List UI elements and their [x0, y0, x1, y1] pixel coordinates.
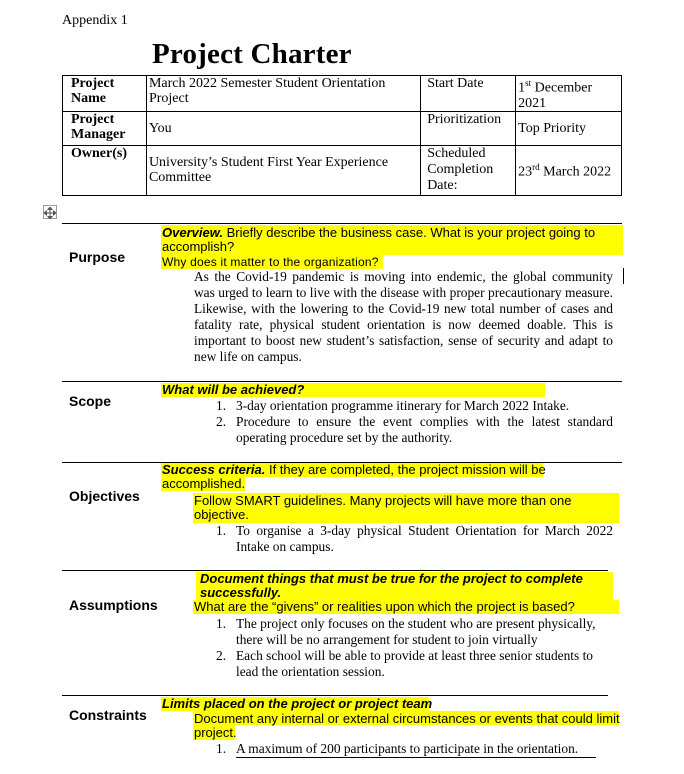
- purpose-overview-line: [162, 226, 595, 240]
- section-rule: [62, 223, 622, 224]
- project-manager-label: Project Manager: [63, 111, 147, 145]
- objectives-heading-line2: accomplished.: [162, 476, 246, 491]
- objective-item: [216, 523, 613, 555]
- page-title: Project Charter: [152, 38, 352, 70]
- purpose-why: Why does it matter to the organization?: [162, 255, 379, 269]
- assumptions-heading-line2: successfully.: [200, 585, 282, 600]
- table-move-handle[interactable]: [43, 205, 57, 219]
- item-number: 1.: [216, 741, 227, 756]
- success-criteria-bold: Success criteria.: [162, 462, 266, 477]
- item-number: 2.: [216, 648, 227, 663]
- objectives-heading-text: If they are completed, the project mission will be: [265, 462, 546, 477]
- move-arrows-icon: [44, 207, 56, 219]
- assumption-item: [216, 616, 613, 648]
- objectives-label: Objectives: [69, 488, 140, 504]
- start-date-label: Start Date: [421, 76, 516, 112]
- objectives-smart: Follow SMART guidelines. Many projects will have more than one: [194, 493, 572, 508]
- prioritization-value: Top Priority: [516, 111, 622, 145]
- completion-suffix: rd: [532, 162, 540, 173]
- assumption-item: [216, 648, 613, 680]
- item-text: Procedure to ensure the event complies with the latest standard operating procedure set by the authority.: [236, 414, 613, 445]
- charter-header-table: [62, 75, 622, 196]
- start-date-rest: December 2021: [518, 80, 593, 111]
- start-date-value: [516, 76, 622, 112]
- project-name-label: Project Name: [63, 76, 147, 112]
- objectives-smart-line2: objective.: [194, 507, 249, 522]
- owners-value: University’s Student First Year Experience Committee: [146, 145, 420, 195]
- item-text: The project only focuses on the student who are present physically, there will be no arrangement for student to join virtually: [236, 616, 596, 647]
- constraint-item: [216, 741, 613, 757]
- objectives-heading: [162, 463, 546, 477]
- assumptions-label: Assumptions: [69, 597, 158, 613]
- overview-bold: Overview.: [162, 225, 223, 240]
- owners-label: Owner(s): [63, 145, 147, 195]
- scope-heading: What will be achieved?: [162, 382, 305, 397]
- scope-label: Scope: [69, 393, 112, 409]
- completion-day: 23: [518, 164, 533, 180]
- item-text: A maximum of 200 participants to participate in the orientation.: [236, 741, 579, 756]
- start-date-suffix: st: [525, 78, 532, 88]
- item-number: 1.: [216, 398, 227, 413]
- assumptions-heading: Document things that must be true for the project to complete: [200, 571, 583, 586]
- text-cursor: [623, 268, 624, 284]
- appendix-label: Appendix 1: [62, 13, 128, 28]
- overview-text: Briefly describe the business case. What is your project going to: [222, 225, 596, 240]
- item-number: 1.: [216, 523, 227, 538]
- prioritization-label: Prioritization: [421, 111, 516, 145]
- constraints-label: Constraints: [69, 707, 147, 723]
- purpose-overview-line2: accomplish?: [162, 239, 235, 254]
- constraints-underline: [236, 757, 596, 758]
- constraints-doc-line2: project.: [194, 725, 237, 740]
- item-text: 3-day orientation programme itinerary for March 2022 Intake.: [236, 398, 570, 413]
- item-text: Each school will be able to provide at least three senior students to lead the orientation session.: [236, 648, 593, 679]
- constraints-doc: Document any internal or external circumstances or events that could limit: [194, 711, 620, 726]
- scope-item: [216, 414, 613, 446]
- item-number: 2.: [216, 414, 227, 429]
- item-text: To organise a 3-day physical Student Orientation for March 2022 Intake on campus.: [236, 523, 613, 554]
- purpose-body: As the Covid-19 pandemic is moving into endemic, the global community was urged to learn to live with the disease with proper precautionary measure. Likewise, with the lowering to the Covid-19 new total number of cases and fatality rate, physical student orientation is now deemed doable. This is important to boost new student’s satisfaction, sense of security and adapt to new life on campus.: [194, 269, 613, 364]
- assumptions-givens: What are the “givens” or realities upon which the project is based?: [194, 599, 575, 614]
- scope-item: [216, 398, 613, 414]
- constraints-heading: Limits placed on the project or project team: [162, 696, 433, 711]
- purpose-label: Purpose: [69, 249, 126, 265]
- section-rule: [62, 381, 622, 382]
- project-manager-value: You: [146, 111, 420, 145]
- start-date-day: 1: [518, 80, 526, 96]
- completion-rest: March 2022: [543, 164, 612, 180]
- completion-label: Scheduled Completion Date:: [421, 145, 516, 195]
- item-number: 1.: [216, 616, 227, 631]
- completion-value: [516, 145, 622, 195]
- project-name-value: March 2022 Semester Student Orientation Project: [146, 76, 420, 112]
